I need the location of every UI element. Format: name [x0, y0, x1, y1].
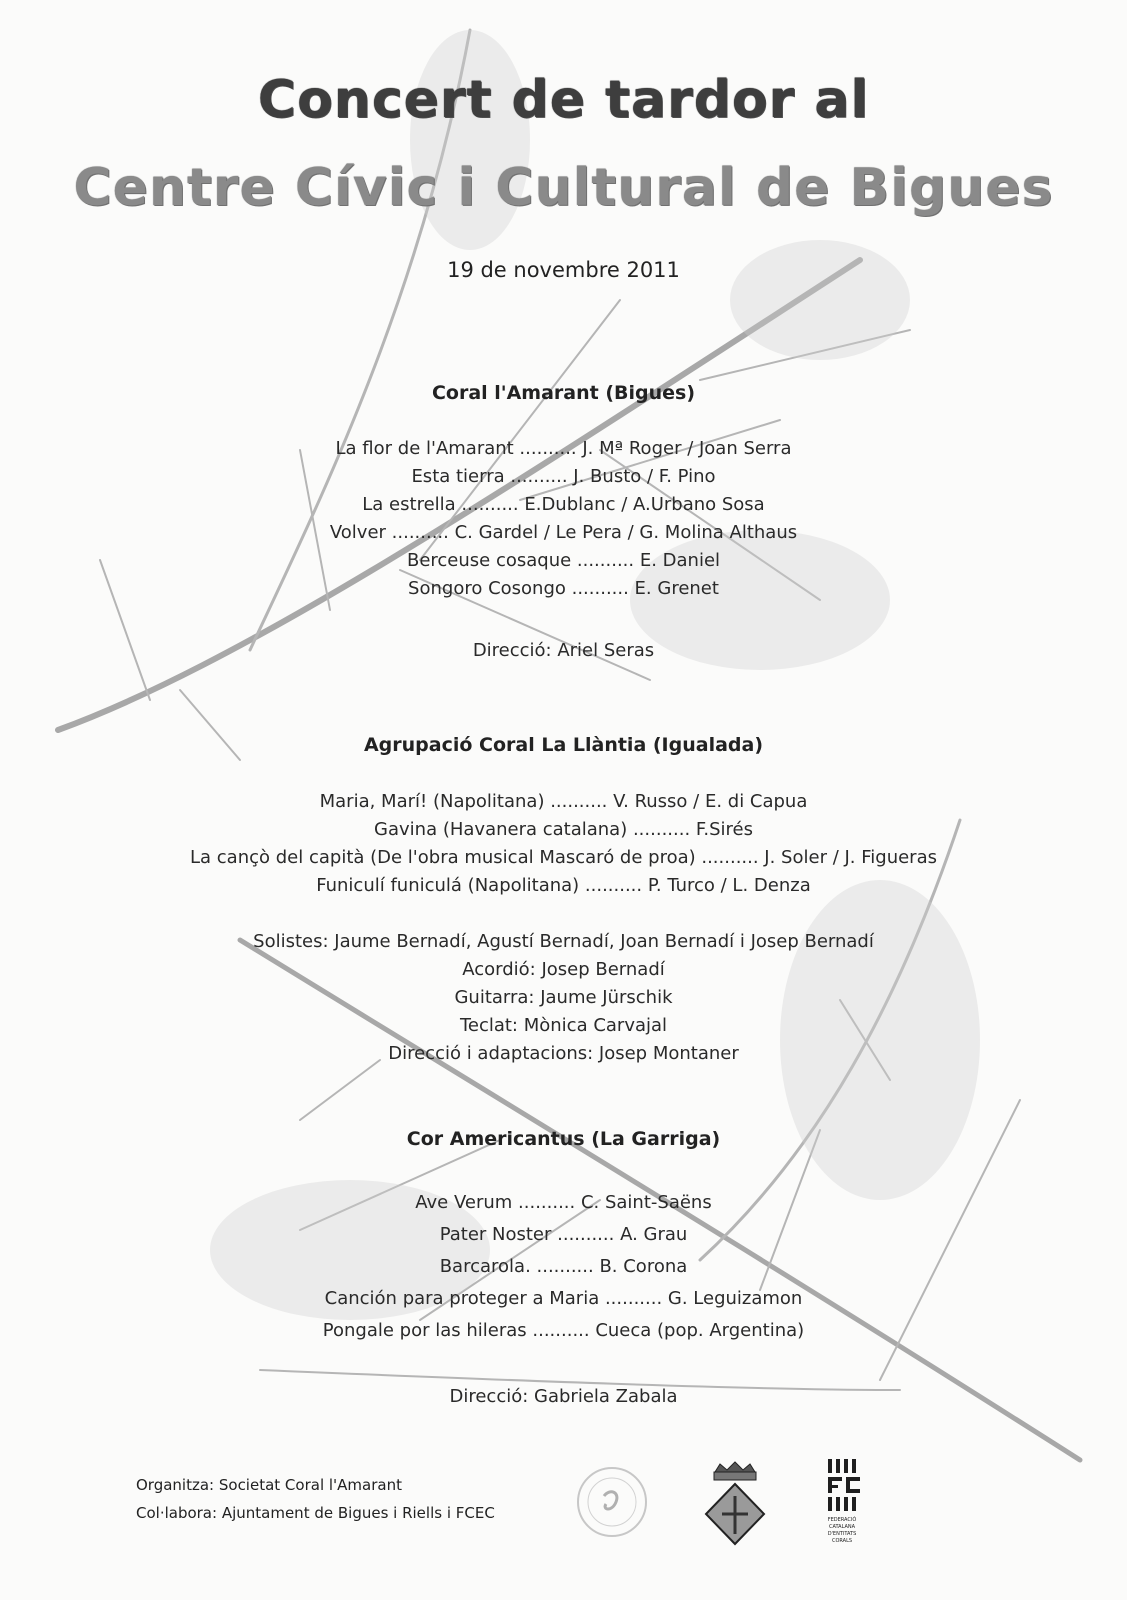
program-line: Gavina (Havanera catalana) .......... F.Sirés	[374, 819, 753, 840]
fcec-logo	[818, 1455, 878, 1555]
program-line: Pater Noster .......... A. Grau	[439, 1224, 688, 1245]
program-line: Pongale por las hileras .......... Cueca (pop. Argentina)	[322, 1320, 805, 1341]
collaborator-line: Col·labora: Ajuntament de Bigues i Riells i FCEC	[136, 1504, 495, 1522]
program-line: Volver .......... C. Gardel / Le Pera / G. Molina Althaus	[329, 522, 798, 543]
program-line: Berceuse cosaque .......... E. Daniel	[406, 550, 721, 571]
svg-text:CORALS: CORALS	[831, 1538, 853, 1544]
program-line: Ave Verum .......... C. Saint-Saëns	[415, 1192, 712, 1213]
program-line: Maria, Marí! (Napolitana) .......... V. Russo / E. di Capua	[319, 791, 808, 812]
poster-title-line-2: Centre Cívic i Cultural de Bigues	[73, 158, 1054, 218]
credit-line: Teclat: Mònica Carvajal	[459, 1015, 668, 1036]
amarant-seal-logo	[572, 1462, 652, 1542]
coat-of-arms-logo	[700, 1460, 770, 1550]
program-line: La flor de l'Amarant .......... J. Mª Roger / Joan Serra	[335, 438, 792, 459]
program-line: La cançò del capità (De l'obra musical Mascaró de proa) .......... J. Soler / J. Figueras	[190, 847, 937, 868]
program-line: Barcarola. .......... B. Corona	[439, 1256, 688, 1277]
concert-date: 19 de novembre 2011	[447, 258, 680, 282]
credit-line: Direcció i adaptacions: Josep Montaner	[388, 1043, 739, 1064]
svg-text:FEDERACIÓ: FEDERACIÓ	[827, 1517, 857, 1523]
program-line: La estrella .......... E.Dublanc / A.Urbano Sosa	[362, 494, 765, 515]
choir-heading: Agrupació Coral La Llàntia (Igualada)	[363, 734, 764, 756]
organizer-line: Organitza: Societat Coral l'Amarant	[136, 1476, 402, 1494]
choir-direction: Direcció: Gabriela Zabala	[449, 1386, 678, 1407]
svg-text:D'ENTITATS: D'ENTITATS	[827, 1531, 857, 1537]
choir-direction: Direcció: Ariel Seras	[472, 640, 655, 661]
program-line: Funiculí funiculá (Napolitana) .......... P. Turco / L. Denza	[316, 875, 811, 896]
poster-title-line-1: Concert de tardor al	[257, 70, 870, 130]
choir-heading: Coral l'Amarant (Bigues)	[431, 382, 696, 404]
program-line: Esta tierra .......... J. Busto / F. Pino	[411, 466, 716, 487]
credit-line: Guitarra: Jaume Jürschik	[454, 987, 673, 1008]
choir-heading: Cor Americantus (La Garriga)	[406, 1128, 721, 1150]
program-line: Canción para proteger a Maria .......... G. Leguizamon	[324, 1288, 803, 1309]
program-line: Songoro Cosongo .......... E. Grenet	[408, 578, 719, 599]
credit-line: Solistes: Jaume Bernadí, Agustí Bernadí, Joan Bernadí i Josep Bernadí	[253, 931, 874, 952]
svg-text:CATALANA: CATALANA	[828, 1524, 856, 1530]
credit-line: Acordió: Josep Bernadí	[462, 959, 665, 980]
